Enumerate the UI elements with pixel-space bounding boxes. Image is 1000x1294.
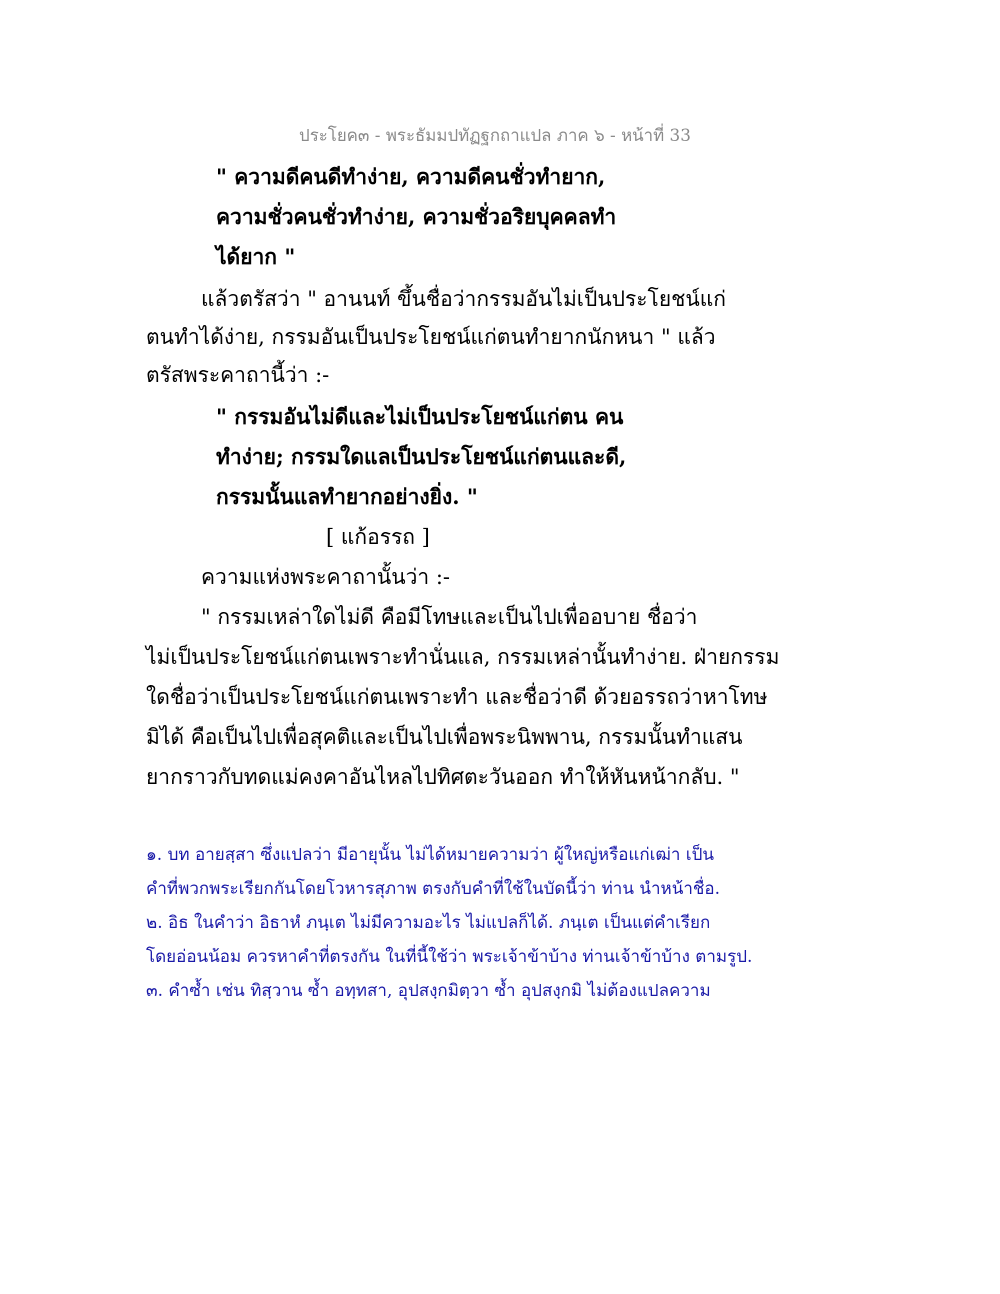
footnote-1-line-1: ๑. บท อายสฺสา ซึ่งแปลว่า มีอายุนั้น ไม่ได้หมายความว่า ผู้ใหญ่หรือแก่เฒ่า เป็น	[146, 845, 715, 865]
para1-line-1: แล้วตรัสว่า " อานนท์ ขึ้นชื่อว่ากรรมอันไม่เป็นประโยชน์แก่	[201, 287, 726, 311]
para2-line: ความแห่งพระคาถานั้นว่า :-	[201, 565, 450, 589]
verse2-line-2: ทำง่าย; กรรมใดแลเป็นประโยชน์แก่ตนและดี,	[216, 444, 627, 469]
footnote-2-line-1: ๒. อิธ ในคำว่า อิธาหํ ภนฺเต ไม่มีความอะไร ไม่แปลก็ได้. ภนฺเต เป็นแต่คำเรียก	[146, 913, 711, 933]
para1-line-3: ตรัสพระคาถานี้ว่า :-	[146, 363, 330, 387]
verse2-line-3: กรรมนั้นแลทำยากอย่างยิ่ง. "	[216, 484, 478, 509]
verse1-line-1: " ความดีคนดีทำง่าย, ความดีคนชั่วทำยาก,	[216, 164, 606, 189]
para3-line-3: ใดชื่อว่าเป็นประโยชน์แก่ตนเพราะทำ และชื่อว่าดี ด้วยอรรถว่าหาโทษ	[146, 685, 768, 709]
verse1-line-2: ความชั่วคนชั่วทำง่าย, ความชั่วอริยบุคคลทำ	[216, 204, 617, 229]
section-heading: [ แก้อรรถ ]	[326, 525, 430, 549]
page-header: ประโยค๓ - พระธัมมปทัฏฐกถาแปล ภาค ๖ - หน้าที่ 33	[299, 126, 691, 146]
para3-line-5: ยากราวกับทดแม่คงคาอันไหลไปทิศตะวันออก ทำให้หันหน้ากลับ. "	[146, 765, 740, 789]
para1-line-2: ตนทำได้ง่าย, กรรมอันเป็นประโยชน์แก่ตนทำยากนักหนา " แล้ว	[146, 325, 716, 349]
footnote-1-line-2: คำที่พวกพระเรียกกันโดยโวหารสุภาพ ตรงกับคำที่ใช้ในบัดนี้ว่า ท่าน นำหน้าชื่อ.	[146, 879, 721, 899]
verse2-line-1: " กรรมอันไม่ดีและไม่เป็นประโยชน์แก่ตน คน	[216, 404, 624, 429]
para3-line-1: " กรรมเหล่าใดไม่ดี คือมีโทษและเป็นไปเพื่ออบาย ชื่อว่า	[201, 605, 698, 629]
para3-line-4: มิได้ คือเป็นไปเพื่อสุคติและเป็นไปเพื่อพระนิพพาน, กรรมนั้นทำแสน	[146, 725, 743, 749]
para3-line-2: ไม่เป็นประโยชน์แก่ตนเพราะทำนั่นแล, กรรมเหล่านั้นทำง่าย. ฝ่ายกรรม	[146, 645, 780, 669]
verse1-line-3: ได้ยาก "	[216, 244, 296, 269]
footnote-2-line-2: โดยอ่อนน้อม ควรหาคำที่ตรงกัน ในที่นี้ใช้ว่า พระเจ้าข้าบ้าง ท่านเจ้าข้าบ้าง ตามรูป.	[146, 947, 753, 967]
footnote-3-line-1: ๓. คำซ้ำ เช่น ทิสฺวาน ซ้ำ อทฺทสา, อุปสงฺกมิตฺวา ซ้ำ อุปสงฺกมิ ไม่ต้องแปลความ	[146, 981, 711, 1001]
